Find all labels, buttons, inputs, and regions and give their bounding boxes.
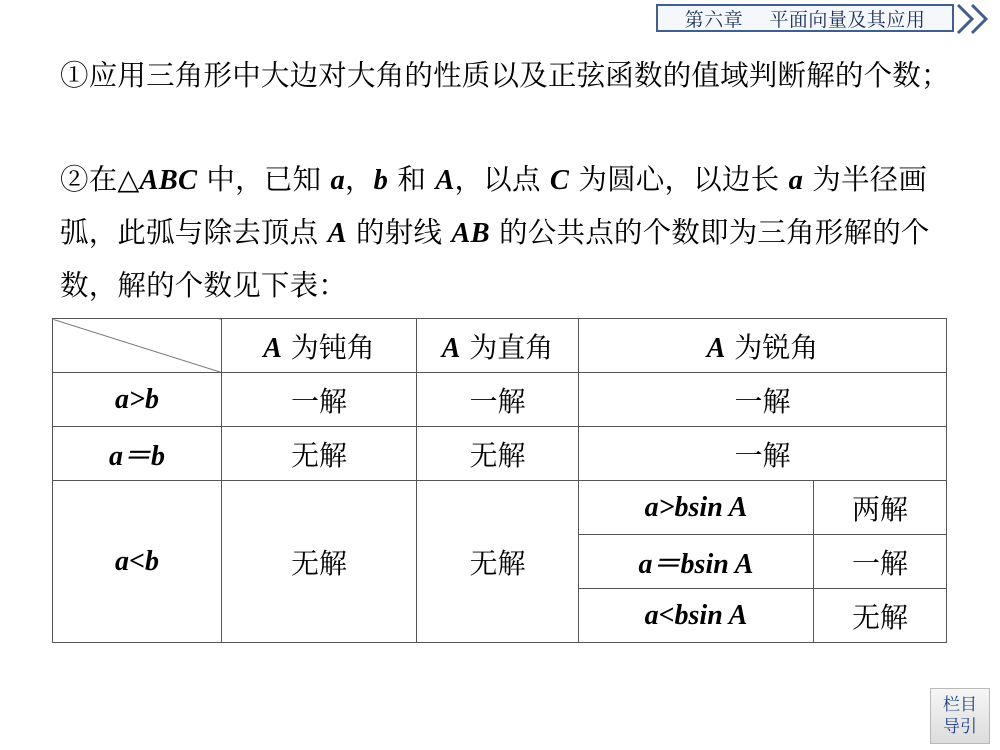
chapter-number: 第六章 [684,8,744,31]
cell-eq-obtuse: 无解 [222,427,417,481]
cell-eq-acute: 一解 [579,427,947,481]
row-label-gt: a>b [53,373,222,427]
result-gt-bsinA: 两解 [814,481,947,535]
double-chevron-right-icon [952,2,998,36]
solutions-table [52,318,947,643]
cell-lt-obtuse: 无解 [222,481,417,643]
table-row [53,373,947,427]
paragraph-2: ②在△ABC 中，已知 a，b 和 A，以点 C 为圆心，以边长 a 为半径画弧，此弧与除去顶点 A 的射线 AB 的公共点的个数即为三角形解的个数，解的个数见下表： [60,163,930,302]
table-header-row [53,319,947,373]
header-obtuse: A 为钝角 [222,319,417,373]
result-lt-bsinA: 无解 [814,589,947,643]
section-nav-button[interactable] [930,688,990,744]
header-right: A 为直角 [417,319,579,373]
table-row [53,481,947,535]
cond-gt-bsinA: a>bsin A [579,481,814,535]
chapter-title: 平面向量及其应用 [769,8,926,31]
cond-lt-bsinA: a<bsin A [579,589,814,643]
nav-label-line1: 栏目 [943,695,977,715]
cell-gt-right: 一解 [417,373,579,427]
cell-gt-obtuse: 一解 [222,373,417,427]
result-eq-bsinA: 一解 [814,535,947,589]
header-acute: A 为锐角 [579,319,947,373]
diagonal-corner-cell [53,319,222,373]
cell-gt-acute: 一解 [579,373,947,427]
cond-eq-bsinA: a＝bsin A [579,535,814,589]
paragraph-1: ①应用三角形中大边对大角的性质以及正弦函数的值域判断解的个数； [60,59,950,92]
row-label-lt: a<b [53,481,222,643]
cell-eq-right: 无解 [417,427,579,481]
nav-label-line2: 导引 [943,717,977,737]
cell-lt-right: 无解 [417,481,579,643]
table-row [53,427,947,481]
chapter-header [656,4,954,32]
row-label-eq: a＝b [53,427,222,481]
